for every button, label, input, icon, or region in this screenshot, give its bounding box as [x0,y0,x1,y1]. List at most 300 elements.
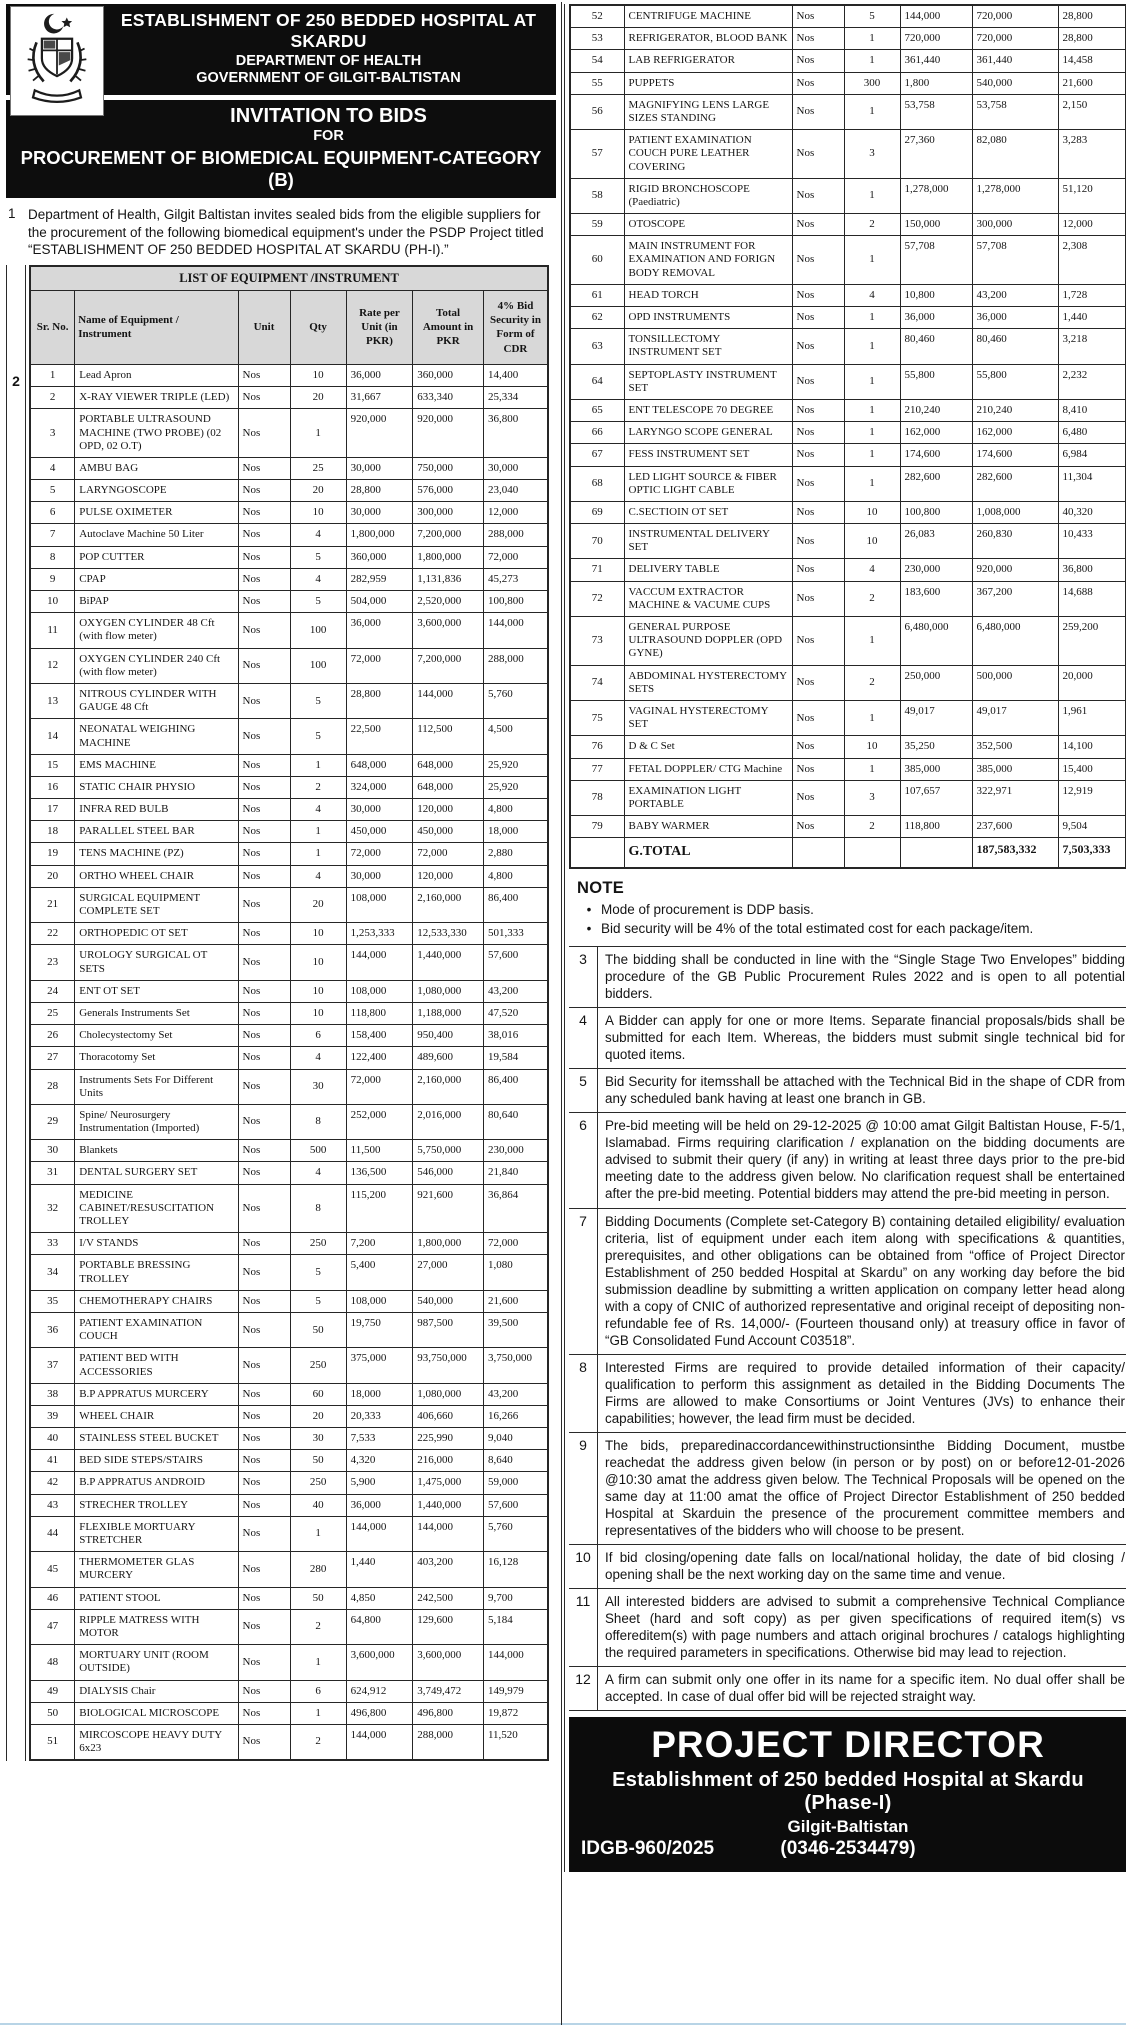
table-cell: 6 [290,1680,346,1702]
table-cell: Nos [238,364,290,386]
table-row [570,28,1126,50]
note-title: NOTE [577,879,625,898]
table-row [30,524,548,546]
table-cell: 720,000 [972,28,1058,50]
table-cell: 2 [30,387,75,409]
table-cell: STRECHER TROLLEY [75,1494,238,1516]
table-cell: 20 [290,1405,346,1427]
table-row [30,1552,548,1587]
table-cell: 5,760 [483,683,548,718]
title-line-2: DEPARTMENT OF HEALTH [235,52,422,69]
table-cell: 540,000 [413,1290,484,1312]
table-cell: 45 [30,1552,75,1587]
table-cell: 2,880 [483,843,548,865]
table-row [570,758,1126,780]
table-cell: 115,200 [346,1184,413,1233]
note-section [577,879,1123,938]
table-cell: 987,500 [413,1312,484,1347]
table-cell: 1,800,000 [413,546,484,568]
table-row [30,719,548,754]
table-cell: Nos [238,719,290,754]
table-cell: 25,334 [483,387,548,409]
table-cell: Blankets [75,1140,238,1162]
table-cell: 60 [570,236,624,285]
table-cell: 950,400 [413,1025,484,1047]
table-cell: 1 [30,364,75,386]
table-cell: SEPTOPLASTY INSTRUMENT SET [624,364,792,399]
table-cell: 1 [844,307,900,329]
table-cell: 60 [290,1383,346,1405]
table-cell: 920,000 [972,559,1058,581]
table-cell: Nos [792,236,844,285]
clause-item [569,947,1126,1008]
footer-line-1: Establishment of 250 bedded Hospital at Skardu (Phase-I) [612,1768,1084,1814]
table-cell: 280 [290,1552,346,1587]
table-row [570,444,1126,466]
table-cell: 23,040 [483,480,548,502]
clause-number: 5 [569,1069,598,1112]
table-row [570,422,1126,444]
clause-text: Pre-bid meeting will be held on 29-12-2025 @ 10:00 amat Gilgit Baltistan House, F-5/1, Islamabad. Firms requiring clarification / explanation on the bidding documents are advised to submit their query (if any) in writing at least three days prior to the pre-bid meeting date to the address given below. No clarification request shall be entertained after the pre-bid meeting. Potential bidders may attend the pre-bid meeting in person. [605,1118,1125,1202]
table-row [570,780,1126,815]
table-cell: DIALYSIS Chair [75,1680,238,1702]
invitation-line-3: PROCUREMENT OF BIOMEDICAL EQUIPMENT-CATEGORY (B) [20,146,542,190]
table-row [570,736,1126,758]
clause-item [569,1545,1126,1589]
table-cell: 2,232 [1058,364,1126,399]
table-cell: 259,200 [1058,617,1126,666]
table-cell: 8 [30,546,75,568]
table-cell: 4,500 [483,719,548,754]
table-cell: 31,667 [346,387,413,409]
table-cell: VACCUM EXTRACTOR MACHINE & VACUME CUPS [624,581,792,616]
table-cell: BED SIDE STEPS/STAIRS [75,1450,238,1472]
table-row [30,980,548,1002]
table-cell: 144,000 [483,613,548,648]
table-cell: 11,304 [1058,466,1126,501]
table-cell: B.P APPRATUS ANDROID [75,1472,238,1494]
table-cell: 282,959 [346,568,413,590]
table-cell: 57,708 [900,236,972,285]
table-cell: 20,000 [1058,665,1126,700]
table-cell: Nos [792,178,844,213]
table-cell: 40,320 [1058,501,1126,523]
table-cell: Nos [792,5,844,28]
table-cell: 26,083 [900,524,972,559]
table-cell: PUPPETS [624,72,792,94]
table-cell: 144,000 [413,683,484,718]
table-cell: CHEMOTHERAPY CHAIRS [75,1290,238,1312]
table-cell: OXYGEN CYLINDER 48 Cft (with flow meter) [75,613,238,648]
table-row [30,945,548,980]
table-cell: 10 [290,923,346,945]
table-cell: 51 [30,1724,75,1760]
table-cell: 20 [290,887,346,922]
clause-text: Interested Firms are required to provide detailed information of their capacity/ qualification to perform this assignment as detailed in the Bidding Documents The Firms are allowed to make Consortiums or Joint Ventures (JVs) to enhance their capabilities; however, the lead firm must be decided. [605,1359,1125,1426]
table-cell: 100,800 [900,501,972,523]
table-cell: 546,000 [413,1162,484,1184]
table-row [30,776,548,798]
table-cell: MEDICINE CABINET/RESUSCITATION TROLLEY [75,1184,238,1233]
table-cell: Nos [792,736,844,758]
table-cell: Nos [238,387,290,409]
table-row [570,399,1126,421]
table-row [30,387,548,409]
table-cell: 8 [290,1184,346,1233]
table-cell: 1 [844,466,900,501]
table-cell: 282,600 [972,466,1058,501]
table-row [30,1609,548,1644]
table-row [30,1494,548,1516]
table-cell: 5,400 [346,1255,413,1290]
table-cell: 38,016 [483,1025,548,1047]
table-cell: 21,600 [483,1290,548,1312]
table-cell: Nos [238,648,290,683]
table-cell: 50 [290,1450,346,1472]
table-cell: PORTABLE BRESSING TROLLEY [75,1255,238,1290]
table-cell: Nos [238,1348,290,1383]
table-cell: 7 [30,524,75,546]
clause-item [569,1008,1126,1069]
table-cell: 7,200 [346,1233,413,1255]
table-cell: 4,800 [483,799,548,821]
table-cell: 26 [30,1025,75,1047]
table-cell: 260,830 [972,524,1058,559]
table-cell: 35,250 [900,736,972,758]
table-cell: 230,000 [900,559,972,581]
table-cell: 2 [844,816,900,838]
table-cell: 19,584 [483,1047,548,1069]
table-cell: 648,000 [413,776,484,798]
table-cell: LAB REFRIGERATOR [624,50,792,72]
table-cell: 187,583,332 [972,838,1058,868]
table-cell: 108,000 [346,1290,413,1312]
table-cell: Nos [792,50,844,72]
table-row [570,5,1126,28]
table-cell: 1 [290,843,346,865]
footer-line-2: Gilgit-Baltistan [787,1816,909,1836]
table-cell: OPD INSTRUMENTS [624,307,792,329]
table-cell: Nos [238,1290,290,1312]
right-column [561,2,1126,2025]
table-cell: 80,460 [972,329,1058,364]
invitation-line-1: INVITATION TO BIDS [230,105,427,128]
table-cell: C.SECTIOIN OT SET [624,501,792,523]
table-cell: 72 [570,581,624,616]
clause-item [569,1209,1126,1355]
table-cell: 500 [290,1140,346,1162]
table-cell: 1,080 [483,1255,548,1290]
table-cell: 144,000 [346,945,413,980]
table-row [30,480,548,502]
table-cell: Nos [792,422,844,444]
table-cell: FESS INSTRUMENT SET [624,444,792,466]
table-cell: 1,440 [1058,307,1126,329]
table-cell: 20,333 [346,1405,413,1427]
table-cell: 367,200 [972,581,1058,616]
table-cell: 80,460 [900,329,972,364]
table-cell: 52 [570,5,624,28]
table-cell: Instruments Sets For Different Units [75,1069,238,1104]
table-cell: PORTABLE ULTRASOUND MACHINE (TWO PROBE) (02 OPD, 02 O.T) [75,409,238,458]
table-row [30,1047,548,1069]
table-cell: 1 [290,821,346,843]
table-cell: 136,500 [346,1162,413,1184]
table-cell: 10 [290,945,346,980]
invitation-line-2: FOR [313,128,344,145]
table-cell: 10 [290,1002,346,1024]
table-cell: 66 [570,422,624,444]
table-cell: ENT OT SET [75,980,238,1002]
table-cell: 14,100 [1058,736,1126,758]
table-cell: 144,000 [346,1724,413,1760]
table-cell: 720,000 [972,5,1058,28]
table-cell: 30 [290,1069,346,1104]
table-cell: Nos [792,444,844,466]
table-cell: 1,080,000 [413,980,484,1002]
table-cell: 1,800,000 [346,524,413,546]
table-cell: 16,266 [483,1405,548,1427]
table-cell: 71 [570,559,624,581]
clause-text: If bid closing/opening date falls on local/national holiday, the date of bid closing / opening shall be the next working day on the same time and venue. [605,1549,1125,1582]
table-cell: 5,760 [483,1516,548,1551]
table-cell: 1 [844,444,900,466]
table-cell: 108,000 [346,980,413,1002]
table-cell: PATIENT BED WITH ACCESSORIES [75,1348,238,1383]
table-cell: 11 [30,613,75,648]
table-cell: 61 [570,284,624,306]
table-cell: 1,440 [346,1552,413,1587]
table-cell: 49,017 [900,700,972,735]
table-cell: 18,000 [346,1383,413,1405]
table-cell: 55 [570,72,624,94]
table-cell: Nos [238,457,290,479]
table-cell: 144,000 [900,5,972,28]
table-cell: 72,000 [346,1069,413,1104]
table-cell: 174,600 [900,444,972,466]
table-row [30,1428,548,1450]
table-cell: 79 [570,816,624,838]
table-cell: Nos [792,758,844,780]
table-row [30,648,548,683]
table-cell: 30,000 [346,457,413,479]
table-cell: 4 [290,865,346,887]
table-cell: 5 [290,591,346,613]
table-cell: 322,971 [972,780,1058,815]
table-row [30,887,548,922]
table-cell: 3,749,472 [413,1680,484,1702]
table-row [30,1680,548,1702]
table-cell: 216,000 [413,1450,484,1472]
table-cell: 120,000 [413,865,484,887]
table-row [30,821,548,843]
table-cell: Nos [238,1428,290,1450]
table-cell: 4 [290,1162,346,1184]
table-cell: 1,475,000 [413,1472,484,1494]
table-cell: AMBU BAG [75,457,238,479]
table-cell: 162,000 [900,422,972,444]
table-cell: 210,240 [900,399,972,421]
table-cell: PATIENT STOOL [75,1587,238,1609]
table-cell: 3 [844,130,900,179]
table-cell: 19,750 [346,1312,413,1347]
table-cell: 450,000 [413,821,484,843]
table-row [30,1450,548,1472]
table-cell: Nos [238,546,290,568]
table-cell: 648,000 [413,754,484,776]
table-cell: Nos [238,1184,290,1233]
clause-text: A Bidder can apply for one or more Items. Separate financial proposals/bids shall be submitted for each Item. Whereas, the bidders must submit single technical bid for quoted items. [605,1013,1125,1063]
table-cell: 1,961 [1058,700,1126,735]
table-cell: 250 [290,1233,346,1255]
table-row [570,214,1126,236]
table-cell: 2,016,000 [413,1104,484,1139]
table-cell: Nos [792,329,844,364]
table-cell: 6 [290,1025,346,1047]
table-cell: 1 [844,364,900,399]
table-cell: 4 [290,568,346,590]
table-cell: 49,017 [972,700,1058,735]
table-cell: 2,150 [1058,94,1126,129]
table-row [30,1002,548,1024]
table-cell: 107,657 [900,780,972,815]
table-cell: TENS MACHINE (PZ) [75,843,238,865]
table-cell: Lead Apron [75,364,238,386]
table-row [570,329,1126,364]
table-cell: 8 [290,1104,346,1139]
table-cell: Nos [792,307,844,329]
table-cell: 1,008,000 [972,501,1058,523]
table-cell: 12,533,330 [413,923,484,945]
table-cell: 633,340 [413,387,484,409]
table-cell: 122,400 [346,1047,413,1069]
table-row [30,457,548,479]
table-cell: 57 [570,130,624,179]
table-cell: 242,500 [413,1587,484,1609]
table-cell: 14,688 [1058,581,1126,616]
table-cell: 28,800 [346,683,413,718]
footer-reference-number: IDGB-960/2025 [581,1837,715,1859]
table-cell: 2,308 [1058,236,1126,285]
table-cell: Nos [238,776,290,798]
clause-number: 11 [569,1589,598,1666]
clause-item [569,1069,1126,1113]
table-row [30,1516,548,1551]
table-cell: 225,990 [413,1428,484,1450]
table-cell: 64 [570,364,624,399]
table-cell: 27,360 [900,130,972,179]
table-cell: 1,080,000 [413,1383,484,1405]
table-cell: RIGID BRONCHOSCOPE (Paediatric) [624,178,792,213]
table-cell: 3,750,000 [483,1348,548,1383]
column-header-row [30,290,548,364]
table-cell: Nos [238,1383,290,1405]
table-cell: BABY WARMER [624,816,792,838]
col-header-unit: Unit [238,290,290,364]
table-cell: 750,000 [413,457,484,479]
table-cell: 1,278,000 [972,178,1058,213]
table-cell: 9,700 [483,1587,548,1609]
table-cell: 28,800 [1058,28,1126,50]
table-cell: 10 [290,502,346,524]
table-row [30,1405,548,1427]
table-cell: 144,000 [413,1516,484,1551]
table-cell: Nos [792,816,844,838]
table-title-row [30,266,548,291]
table-cell: 375,000 [346,1348,413,1383]
table-cell: 7,200,000 [413,524,484,546]
table-cell: 288,000 [413,1724,484,1760]
table-cell: 27,000 [413,1255,484,1290]
table-row [570,72,1126,94]
table-cell: 10,433 [1058,524,1126,559]
table-row [30,364,548,386]
table-cell: UROLOGY SURGICAL OT SETS [75,945,238,980]
table-row [30,843,548,865]
table-cell: 12,000 [1058,214,1126,236]
table-cell: 9,040 [483,1428,548,1450]
table-cell: MAIN INSTRUMENT FOR EXAMINATION AND FORIGN BODY REMOVAL [624,236,792,285]
table-cell: 4 [844,559,900,581]
table-cell: 82,080 [972,130,1058,179]
table-row [30,1162,548,1184]
table-cell: Nos [792,559,844,581]
table-cell: Nos [238,1047,290,1069]
table-cell: 18,000 [483,821,548,843]
table-row [570,700,1126,735]
table-cell: I/V STANDS [75,1233,238,1255]
table-cell: 9,504 [1058,816,1126,838]
table-cell: Nos [238,502,290,524]
table-cell: 1 [290,1645,346,1680]
table-cell: 19,872 [483,1702,548,1724]
table-cell: 22 [30,923,75,945]
table-cell: 5 [290,1290,346,1312]
table-row [30,568,548,590]
table-cell: 41 [30,1450,75,1472]
table-cell: ORTHOPEDIC OT SET [75,923,238,945]
table-cell: 36,864 [483,1184,548,1233]
table-cell: PATIENT EXAMINATION COUCH PURE LEATHER COVERING [624,130,792,179]
table-cell: 21,600 [1058,72,1126,94]
table-cell: 36,000 [900,307,972,329]
table-cell: 1 [290,1702,346,1724]
table-cell: 53,758 [900,94,972,129]
table-cell: 496,800 [413,1702,484,1724]
table-cell: 57,600 [483,1494,548,1516]
table-cell: 3,600,000 [413,1645,484,1680]
left-column [4,2,556,2025]
table-cell: 288,000 [483,524,548,546]
table-cell: WHEEL CHAIR [75,1405,238,1427]
table-cell: 1 [844,422,900,444]
table-cell: 16 [30,776,75,798]
table-cell: 13 [30,683,75,718]
table-cell: 56 [570,94,624,129]
table-cell: Thoracotomy Set [75,1047,238,1069]
table-row [30,1724,548,1760]
table-cell: 174,600 [972,444,1058,466]
table-cell: 1,278,000 [900,178,972,213]
table-cell: Nos [238,524,290,546]
table-cell: 30 [30,1140,75,1162]
table-cell: 44 [30,1516,75,1551]
table-cell: 70 [570,524,624,559]
table-row [570,50,1126,72]
table-cell: 2,160,000 [413,887,484,922]
table-cell: 6,480 [1058,422,1126,444]
table-cell: Nos [238,568,290,590]
